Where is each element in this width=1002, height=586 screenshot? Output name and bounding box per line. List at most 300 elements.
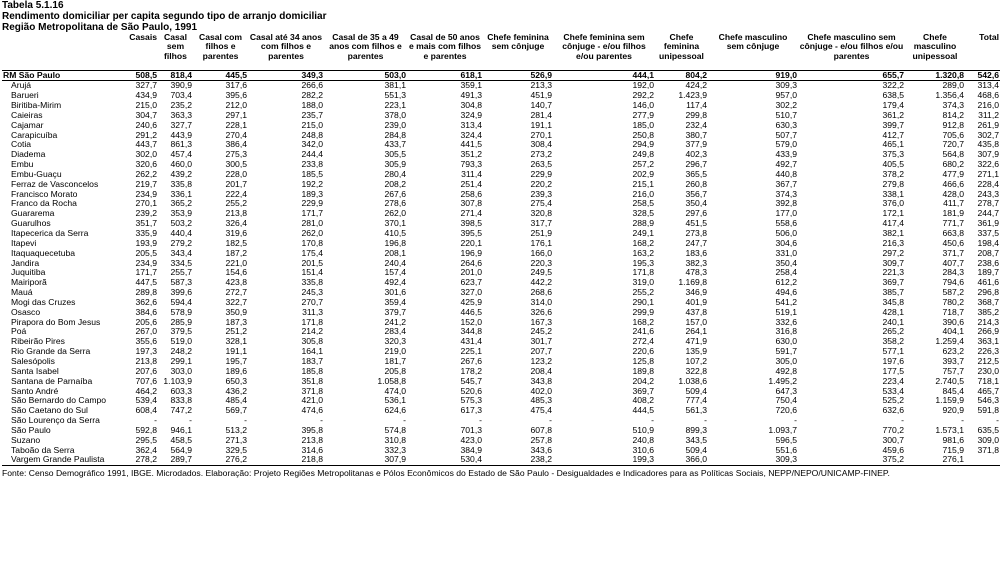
table-cell: 362,6 <box>135 296 157 307</box>
table-cell: - <box>704 415 707 426</box>
table-cell: 349,3 <box>248 70 324 81</box>
table-cell: 405,5 <box>882 159 904 170</box>
municipality-name: Rio Grande da Serra <box>11 346 91 357</box>
table-cell: 280,4 <box>384 168 406 179</box>
column-header: Chefe masculino sem cônjuge - e/ou filhos e/ou parentes <box>798 33 905 70</box>
table-cell: 525,2 <box>882 395 904 406</box>
table-cell: 249,8 <box>632 149 654 160</box>
table-cell: 212,0 <box>225 100 247 111</box>
table-cell: 561,3 <box>685 405 707 416</box>
table-cell: 191,1 <box>225 346 247 357</box>
table-cell: 1.259,4 <box>935 336 964 347</box>
table-cell: 205,6 <box>135 316 157 327</box>
table-cell: 240,4 <box>384 257 406 268</box>
table-cell: 507,7 <box>775 129 797 140</box>
table-cell: 288,9 <box>632 218 654 229</box>
table-cell: 474,6 <box>301 405 323 416</box>
table-cell: 465,1 <box>882 139 904 150</box>
table-cell: 238,2 <box>483 455 553 465</box>
table-cell: 191,1 <box>530 119 552 130</box>
table-cell: 335,8 <box>170 178 192 189</box>
table-cell: 164,1 <box>301 346 323 357</box>
table-cell: 417,4 <box>882 218 904 229</box>
table-cell: 322,8 <box>685 365 707 376</box>
table-cell: 539,4 <box>135 395 157 406</box>
table-cell: 281,4 <box>530 109 552 120</box>
municipality-name: Osasco <box>11 306 41 317</box>
table-cell: - <box>901 415 904 426</box>
table-cell: 474,0 <box>384 385 406 396</box>
table-cell: 320,3 <box>384 336 406 347</box>
table-cell: 240,1 <box>882 316 904 327</box>
table-cell: 421,0 <box>301 395 323 406</box>
table-cell: 296,8 <box>977 287 999 298</box>
table-cell: 229,9 <box>530 168 552 179</box>
table-cell: 361,2 <box>882 109 904 120</box>
table-cell: 213,8 <box>301 434 323 445</box>
table-cell: 297,6 <box>685 208 707 219</box>
table-cell: 492,4 <box>384 277 406 288</box>
table-cell: 592,8 <box>135 424 157 435</box>
table-cell: 258,4 <box>775 267 797 278</box>
table-cell: 358,2 <box>882 336 904 347</box>
table-cell: 346,9 <box>685 287 707 298</box>
table-cell: 410,5 <box>384 228 406 238</box>
table-cell: 322,6 <box>977 159 999 170</box>
table-cell: 154,6 <box>225 267 247 278</box>
table-cell: 1.356,4 <box>935 90 964 101</box>
table-cell: - <box>154 415 157 426</box>
table-cell: 458,5 <box>170 434 192 445</box>
table-cell: 1.093,7 <box>768 424 797 435</box>
table-cell: 326,4 <box>225 218 247 229</box>
table-cell: 171,7 <box>301 208 323 219</box>
table-cell: 290,1 <box>632 296 654 307</box>
table-cell: 289,8 <box>135 287 157 298</box>
table-cell: 199,3 <box>553 455 655 465</box>
table-cell: - <box>479 415 482 426</box>
table-cell: 305,8 <box>301 336 323 347</box>
table-cell: 423,8 <box>225 277 247 288</box>
municipality-name: Guarulhos <box>11 218 51 229</box>
table-cell: 262,0 <box>384 208 406 219</box>
table-cell: 270,1 <box>135 198 157 209</box>
table-cell: 195,3 <box>632 257 654 268</box>
table-cell: 957,0 <box>775 90 797 101</box>
table-cell: 390,9 <box>170 80 192 91</box>
table-cell: 402,0 <box>530 385 552 396</box>
table-cell: 899,3 <box>685 424 707 435</box>
table-cell: 265,2 <box>882 326 904 337</box>
table-cell: 332,6 <box>775 316 797 327</box>
table-cell: 445,5 <box>193 70 248 81</box>
table-cell: 747,2 <box>170 405 192 416</box>
table-cell: 278,2 <box>120 455 158 465</box>
table-cell: 223,4 <box>882 375 904 386</box>
table-cell: 241,2 <box>384 316 406 327</box>
table-cell: 508,5 <box>120 70 158 81</box>
table-cell: 208,1 <box>384 247 406 258</box>
table-cell: 336,1 <box>170 188 192 199</box>
table-cell: 623,7 <box>460 277 482 288</box>
table-cell: 395,6 <box>225 90 247 101</box>
table-cell: 300,5 <box>225 159 247 170</box>
column-header <box>2 33 120 70</box>
column-header: Chefe feminina sem cônjuge - e/ou filhos e/ou parentes <box>553 33 655 70</box>
table-cell: 612,2 <box>775 277 797 288</box>
table-cell: 213,8 <box>135 355 157 366</box>
municipality-name: Carapicuíba <box>11 129 58 140</box>
table-cell: 395,5 <box>460 228 482 238</box>
table-cell: 243,3 <box>977 188 999 199</box>
table-cell: 214,2 <box>301 326 323 337</box>
table-cell: 401,9 <box>685 296 707 307</box>
municipality-name: Embu <box>11 159 34 170</box>
municipality-name: São Paulo <box>11 424 51 435</box>
table-cell: 845,4 <box>942 385 964 396</box>
table-cell: 304,8 <box>460 100 482 111</box>
table-cell: 201,7 <box>225 178 247 189</box>
municipality-name: Diadema <box>11 149 46 160</box>
municipality-name: Ribeirão Pires <box>11 336 65 347</box>
table-cell: 608,4 <box>135 405 157 416</box>
column-header: Chefe masculino sem cônjuge <box>708 33 798 70</box>
table-cell: 443,9 <box>170 129 192 140</box>
table-cell: 244,7 <box>977 208 999 219</box>
table-cell: 207,6 <box>135 365 157 376</box>
table-cell: 468,6 <box>977 90 999 101</box>
table-cell: 436,2 <box>225 385 247 396</box>
table-cell: 366,0 <box>655 455 708 465</box>
municipality-name: Poá <box>11 326 27 337</box>
table-cell: 278,6 <box>384 198 406 209</box>
table-cell: 245,3 <box>301 287 323 298</box>
table-cell: 176,1 <box>530 237 552 248</box>
table-cell: 382,1 <box>882 228 904 238</box>
table-cell: 260,8 <box>685 178 707 189</box>
table-cell: 343,5 <box>685 434 707 445</box>
table-cell: 451,5 <box>685 218 707 229</box>
table-cell: 503,2 <box>170 218 192 229</box>
table-cell: 220,1 <box>460 237 482 248</box>
table-cell: 444,5 <box>632 405 654 416</box>
table-cell: 248,2 <box>170 346 192 357</box>
municipality-name: Itapevi <box>11 237 37 248</box>
table-cell: 208,4 <box>530 365 552 376</box>
table-cell: 1.169,8 <box>678 277 707 288</box>
table-cell: 466,6 <box>942 178 964 189</box>
table-cell: 407,7 <box>942 257 964 268</box>
table-cell: 594,4 <box>170 296 192 307</box>
table-cell: 411,7 <box>943 198 964 209</box>
table-cell: 281,0 <box>301 218 323 229</box>
table-cell: 356,7 <box>685 188 707 199</box>
table-cell: 320,6 <box>135 159 157 170</box>
table-label: Tabela 5.1.16 <box>2 0 64 11</box>
table-cell: 471,9 <box>685 336 707 347</box>
table-cell: 264,6 <box>460 257 482 268</box>
table-cell: 707,6 <box>135 375 157 386</box>
table-cell: 630,0 <box>775 336 797 347</box>
table-cell: 177,5 <box>882 365 904 376</box>
table-cell: 222,4 <box>225 188 247 199</box>
table-title: Rendimento domiciliar per capita segundo tipo de arranjo domiciliar <box>2 11 327 22</box>
table-cell: 1.573,1 <box>935 424 964 435</box>
table-cell: 591,8 <box>977 405 999 416</box>
table-cell: 146,0 <box>632 100 654 111</box>
table-cell: 214,3 <box>977 316 999 327</box>
table-cell: 335,9 <box>135 228 157 238</box>
table-cell: 283,4 <box>384 326 406 337</box>
table-cell: 234,9 <box>135 188 157 199</box>
table-cell: 250,8 <box>632 129 654 140</box>
table-cell: 170,8 <box>301 237 323 248</box>
table-cell: 345,8 <box>882 296 904 307</box>
table-cell: 185,8 <box>301 365 323 376</box>
table-cell: 285,9 <box>170 316 192 327</box>
table-cell: 291,2 <box>135 129 157 140</box>
table-cell: 257,8 <box>530 434 552 445</box>
table-cell: 219,0 <box>384 346 406 357</box>
table-cell: 365,5 <box>685 168 707 179</box>
municipality-name: Cotia <box>11 139 32 150</box>
table-cell: 650,3 <box>225 375 247 386</box>
table-cell: 342,0 <box>301 139 323 150</box>
source-note: Fonte: Censo Demográfico 1991, IBGE. Microdados. Elaboração: Projeto Regiões Metropolitanas e Pólos Econômicos do Estado de São Paulo - Desigualdades e Indicadores para as Políticas Sociais, NEPP/NEPO/UNICAMP-FINEP. <box>2 468 890 479</box>
table-cell: 223,1 <box>384 100 406 111</box>
table-cell: 213,3 <box>530 80 552 91</box>
table-cell: 177,0 <box>775 208 797 219</box>
table-cell: 205,5 <box>135 247 157 258</box>
table-cell: 558,6 <box>775 218 797 229</box>
table-cell: 215,0 <box>301 119 323 130</box>
table-region: Região Metropolitana de São Paulo, 1991 <box>2 22 198 33</box>
table-cell: 117,4 <box>686 100 707 111</box>
table-cell: 215,0 <box>135 100 157 111</box>
table-cell: 289,7 <box>158 455 193 465</box>
table-cell: 301,7 <box>530 336 552 347</box>
table-cell: - <box>320 415 323 426</box>
table-cell: 267,6 <box>460 355 482 366</box>
table-cell: 370,1 <box>384 218 406 229</box>
table-cell: 402,3 <box>685 149 707 160</box>
table-cell: 307,9 <box>977 149 999 160</box>
table-cell: 440,8 <box>775 168 797 179</box>
table-cell: 363,1 <box>977 336 999 347</box>
table-cell: 494,6 <box>775 287 797 298</box>
table-cell: 919,0 <box>708 70 798 81</box>
table-cell: 212,5 <box>977 355 999 366</box>
table-cell: 374,3 <box>942 100 964 111</box>
municipality-name: Santana de Parnaíba <box>11 375 93 386</box>
table-cell: 301,6 <box>384 287 406 298</box>
table-cell: 240,6 <box>135 119 157 130</box>
table-cell: 378,0 <box>384 109 406 120</box>
table-cell: 465,7 <box>977 385 999 396</box>
table-cell: 423,0 <box>460 434 482 445</box>
table-cell: 262,0 <box>301 228 323 238</box>
table-cell: 379,5 <box>170 326 192 337</box>
table-cell: 326,6 <box>530 306 552 317</box>
table-cell: 441,5 <box>460 139 482 150</box>
table-cell: 398,5 <box>460 218 482 229</box>
municipality-name: Barueri <box>11 90 39 101</box>
table-cell: 701,3 <box>460 424 482 435</box>
table-cell: 381,1 <box>384 80 406 91</box>
table-cell: 297,1 <box>225 109 247 120</box>
municipality-name: Vargem Grande Paulista <box>2 455 120 465</box>
table-header-row <box>2 33 1000 70</box>
table-cell: 578,9 <box>170 306 192 317</box>
table-cell: 350,4 <box>775 257 797 268</box>
column-header: Casal até 34 anos com filhos e parentes <box>248 33 324 70</box>
table-cell: 195,7 <box>225 355 247 366</box>
table-cell: 216,0 <box>632 188 654 199</box>
table-cell: 503,0 <box>324 70 407 81</box>
table-cell: 273,8 <box>685 228 707 238</box>
table-cell: 189,8 <box>632 365 654 376</box>
table-cell: 380,7 <box>685 129 707 140</box>
table-cell: 437,8 <box>685 306 707 317</box>
table-cell: 299,8 <box>685 109 707 120</box>
table-cell: 603,3 <box>170 385 192 396</box>
table-cell: - <box>244 415 247 426</box>
municipality-name: Mairiporã <box>11 277 47 288</box>
table-cell: 750,4 <box>775 395 797 406</box>
table-cell: 506,0 <box>775 228 797 238</box>
table-cell <box>965 455 1000 465</box>
municipality-name: Guararema <box>11 208 55 219</box>
table-cell: 239,3 <box>530 188 552 199</box>
table-cell: 577,1 <box>882 346 904 357</box>
table-cell: 193,9 <box>135 237 157 248</box>
table-cell: 575,3 <box>460 395 482 406</box>
table-cell: 300,7 <box>882 434 904 445</box>
table-cell: 386,4 <box>225 139 247 150</box>
table-cell: 343,6 <box>530 444 552 455</box>
table-cell: 163,2 <box>632 247 654 258</box>
table-cell: 343,4 <box>170 247 192 258</box>
table-cell: 295,5 <box>135 434 157 445</box>
table-cell: 424,2 <box>685 80 707 91</box>
table-cell: 257,2 <box>632 159 654 170</box>
table-cell: 793,3 <box>460 159 482 170</box>
table-cell: 718,7 <box>942 306 964 317</box>
table-cell: 310,6 <box>632 444 654 455</box>
table-cell: 551,3 <box>384 90 406 101</box>
table-cell: 239,0 <box>384 119 406 130</box>
table-cell: 382,3 <box>685 257 707 268</box>
table-cell: 1.159,9 <box>935 395 964 406</box>
table-cell: 343,8 <box>530 375 552 386</box>
table-cell: 2.740,5 <box>935 375 964 386</box>
table-cell: 183,7 <box>301 355 323 366</box>
table-cell: 245,2 <box>530 326 552 337</box>
table-cell: 433,7 <box>384 139 406 150</box>
table-cell: 478,3 <box>685 267 707 278</box>
table-cell: 204,2 <box>632 375 654 386</box>
table-cell: 151,4 <box>301 267 323 278</box>
column-header: Casal de 35 a 49 anos com filhos e parentes <box>324 33 407 70</box>
table-cell: 267,0 <box>135 326 157 337</box>
table-cell: 461,6 <box>977 277 999 288</box>
table-cell: 833,8 <box>170 395 192 406</box>
table-cell: 278,7 <box>977 198 999 209</box>
column-header: Total <box>965 33 1000 70</box>
column-header: Chefe masculino unipessoal <box>905 33 965 70</box>
table-cell: 635,5 <box>977 424 999 435</box>
table-cell: 309,7 <box>882 257 904 268</box>
table-cell: 322,2 <box>882 80 904 91</box>
table-cell: 509,4 <box>685 385 707 396</box>
table-cell: 680,2 <box>942 159 964 170</box>
table-cell: 178,2 <box>460 365 482 376</box>
table-cell: 328,1 <box>225 336 247 347</box>
table-cell: 425,9 <box>460 296 482 307</box>
table-cell: 221,0 <box>225 257 247 268</box>
table-cell: 249,5 <box>530 267 552 278</box>
table-cell: 319,6 <box>225 228 247 238</box>
table-cell: 638,5 <box>882 90 904 101</box>
table-cell: 322,7 <box>225 296 247 307</box>
table-cell: 258,6 <box>460 188 482 199</box>
table-cell: 192,0 <box>632 80 654 91</box>
table-cell: 307,8 <box>460 198 482 209</box>
table-cell: 355,6 <box>135 336 157 347</box>
municipality-name: Itaquaquecetuba <box>11 247 76 258</box>
table-cell: 374,3 <box>775 188 797 199</box>
table-cell: 197,6 <box>882 355 904 366</box>
table-cell: 167,3 <box>530 316 552 327</box>
table-cell: 655,7 <box>798 70 905 81</box>
municipality-name: Salesópolis <box>11 355 55 366</box>
table-cell: 392,8 <box>775 198 797 209</box>
table-cell: 317,6 <box>225 80 247 91</box>
table-cell: 363,3 <box>170 109 192 120</box>
table-cell: 181,7 <box>384 355 406 366</box>
table-cell: 268,6 <box>530 287 552 298</box>
table-cell: 171,8 <box>632 267 654 278</box>
table-cell: 384,6 <box>135 306 157 317</box>
table-cell: 208,2 <box>384 178 406 189</box>
table-cell: 399,7 <box>882 119 904 130</box>
table-cell: 272,4 <box>632 336 654 347</box>
table-cell: 623,2 <box>942 346 964 357</box>
table-cell: 305,9 <box>384 159 406 170</box>
table-cell: 228,4 <box>977 178 999 189</box>
table-cell: 233,8 <box>301 159 323 170</box>
table-cell: 794,6 <box>942 277 964 288</box>
table-cell: 311,4 <box>461 168 482 179</box>
table-cell: 279,8 <box>882 178 904 189</box>
table-cell: 182,5 <box>225 237 247 248</box>
table-cell: 316,8 <box>775 326 797 337</box>
table-cell: 359,1 <box>460 80 482 91</box>
table-cell: 533,4 <box>882 385 904 396</box>
table-cell: 451,9 <box>530 90 552 101</box>
table-cell: 510,7 <box>775 109 797 120</box>
total-row <box>2 70 1000 81</box>
column-header: Casais <box>120 33 158 70</box>
table-cell: 208,7 <box>977 247 999 258</box>
table-cell: 317,7 <box>530 218 552 229</box>
table-cell: 607,8 <box>530 424 552 435</box>
table-cell: 311,3 <box>302 306 323 317</box>
table-cell: 270,1 <box>530 129 552 140</box>
table-cell: 351,8 <box>301 375 323 386</box>
table-cell: 443,7 <box>135 139 157 150</box>
table-cell: 187,3 <box>225 316 247 327</box>
